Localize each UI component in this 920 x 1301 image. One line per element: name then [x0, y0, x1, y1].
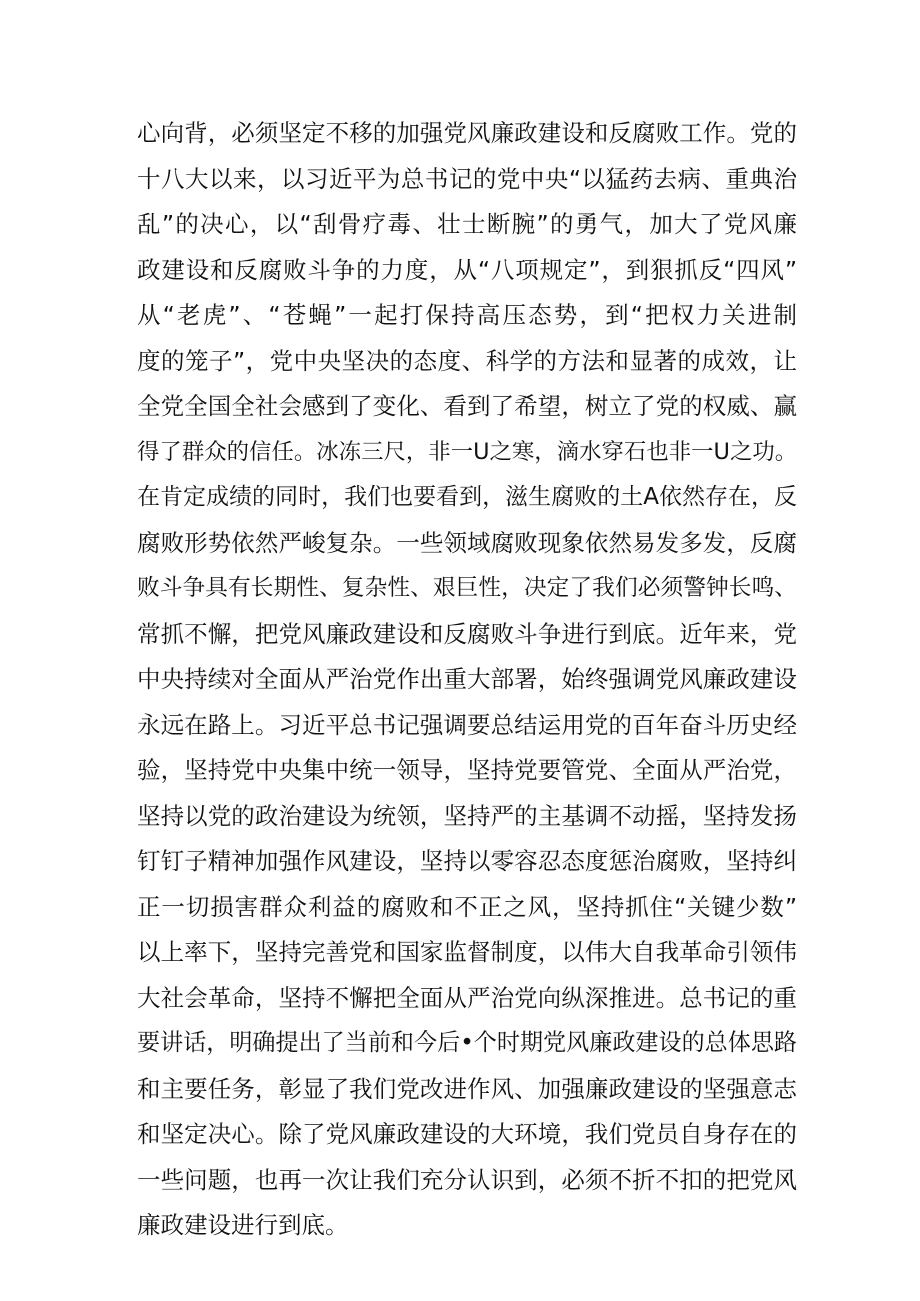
text-line-20: 大社会革命，坚持不懈把全面从严治党向纵深推进。总书记的重 [137, 983, 797, 1012]
text-line-24: 一些问题，也再一次让我们充分认识到，必须不折不扣的把党风 [137, 1165, 797, 1194]
text-line-22: 和主要任务，彰显了我们党改进作风、加强廉政建设的坚强意志 [137, 1074, 797, 1103]
text-line-18: 正一切损害群众利益的腐败和不正之风，坚持抓住“关键少数” [137, 892, 797, 921]
text-line-7: 全党全国全社会感到了变化、看到了希望，树立了党的权威、赢 [137, 392, 797, 420]
text-line-15: 验，坚持党中央集中统一领导，坚持党要管党、全面从严治党， [137, 756, 797, 784]
text-line-17: 钉钉子精神加强作风建设，坚持以零容忍态度惩治腐败，坚持纠 [137, 847, 797, 875]
text-line-10: 腐败形势依然严峻复杂。一些领域腐败现象依然易发多发，反腐 [137, 528, 797, 557]
text-line-5: 从“老虎”、“苍蝇”一起打保持高压态势，到“把权力关进制 [137, 301, 797, 329]
text-line-13: 中央持续对全面从严治党作出重大部署，始终强调党风廉政建设 [137, 665, 797, 693]
text-line-21: 要讲话，明确提出了当前和今后•个时期党风廉政建设的总体思路 [137, 1030, 797, 1056]
text-line-1: 心向背，必须坚定不移的加强党风廉政建设和反腐败工作。党的 [137, 119, 797, 147]
text-line-12: 常抓不懈，把党风廉政建设和反腐败斗争进行到底。近年来，党 [137, 619, 797, 648]
text-line-6: 度的笼子”，党中央坚决的态度、科学的方法和显著的成效，让 [137, 346, 797, 375]
text-line-3: 乱”的决心，以“刮骨疗毒、壮士断腕”的勇气，加大了党风廉 [137, 210, 797, 238]
text-line-8: 得了群众的信任。冰冻三尺，非一U之寒，滴水穿石也非一U之功。 [137, 438, 798, 465]
text-line-2: 十八大以来，以习近平为总书记的党中央“以猛药去病、重典治 [137, 164, 797, 193]
text-line-11: 败斗争具有长期性、复杂性、艰巨性，决定了我们必须警钟长鸣、 [137, 575, 797, 601]
text-line-16: 坚持以党的政治建设为统领，坚持严的主基调不动摇，坚持发扬 [137, 801, 797, 830]
body-paragraph [137, 111, 797, 1249]
text-line-4: 政建设和反腐败斗争的力度，从“八项规定”，到狠抓反“四风” [137, 255, 797, 284]
text-line-23: 和坚定决心。除了党风廉政建设的大环境，我们党员自身存在的 [137, 1120, 797, 1148]
text-line-14: 永远在路上。习近平总书记强调要总结运用党的百年奋斗历史经 [137, 710, 797, 739]
text-line-25: 廉政建设进行到底。 [137, 1211, 349, 1239]
text-line-9: 在肯定成绩的同时，我们也要看到，滋生腐败的土A依然存在，反 [137, 484, 797, 510]
text-line-19: 以上率下，坚持完善党和国家监督制度，以伟大自我革命引领伟 [137, 938, 797, 966]
